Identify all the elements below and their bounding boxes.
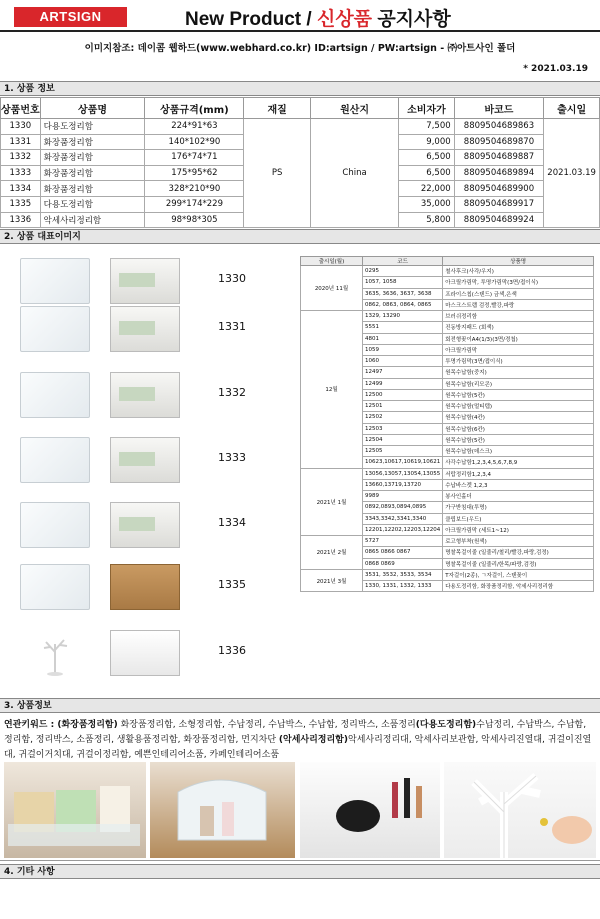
cell-barcode: 8809504689924 xyxy=(454,212,544,228)
month-cell: 12월 xyxy=(301,311,363,469)
code-cell: 3531, 3532, 3533, 3534 xyxy=(363,569,443,580)
name-cell: 수납바스켓 1,2,3 xyxy=(443,479,594,490)
product-photo-box xyxy=(110,437,180,483)
cell-barcode: 8809504689917 xyxy=(454,196,544,212)
product-photo-box xyxy=(110,306,180,352)
usage-photo-jewelry-tree xyxy=(444,762,596,858)
code-cell: 0868 0869 xyxy=(363,558,443,569)
spec-table xyxy=(0,97,600,228)
name-cell: 클립보드(우드) xyxy=(443,513,594,524)
name-cell: 가구받침대(투명) xyxy=(443,502,594,513)
usage-photo-cosmetics xyxy=(300,762,440,858)
cell-release: 2021.03.19 xyxy=(544,119,600,228)
code-cell: 12201,12202,12203,12204 xyxy=(363,524,443,535)
list-item xyxy=(301,468,594,479)
name-cell: 명찰목걸이줄 (일줄리/한목/파랑,검정) xyxy=(443,558,594,569)
code-cell: 13056,13057,13054,13055 xyxy=(363,468,443,479)
keywords-multi: 수납정리, 수납박스, 수납함, 정리함, 정리박스, 소품정리, 생활용품정리함, 화장품정리함, 먼지차단 xyxy=(4,720,587,745)
th-product-no: 상품번호 xyxy=(1,98,41,119)
product-photo-box xyxy=(110,630,180,676)
name-cell: 원목수납함(데스크) xyxy=(443,446,594,457)
th-size: 상품규격(mm) xyxy=(145,98,244,119)
cell-no: 1336 xyxy=(1,212,41,228)
code-cell: 0892,0893,0894,0895 xyxy=(363,502,443,513)
cell-name: 화장품정리함 xyxy=(40,181,145,197)
title-en: New Product / xyxy=(185,9,312,30)
month-cell: 2021년 3월 xyxy=(301,569,363,592)
release-list-table xyxy=(300,256,594,592)
usage-photo-organizer xyxy=(4,762,146,858)
section-product-details: 3. 상품정보 xyxy=(0,698,600,713)
th-price: 소비자가 xyxy=(399,98,454,119)
cell-name: 악세사리정리함 xyxy=(40,212,145,228)
keyword-group-cosmetic: (화장품정리함) xyxy=(57,720,118,730)
product-code: 1330 xyxy=(218,272,246,285)
cell-no: 1335 xyxy=(1,196,41,212)
name-cell: 서랍정리함1,2,3,4 xyxy=(443,468,594,479)
code-cell: 3343,3342,3341,3340 xyxy=(363,513,443,524)
cell-name: 화장품정리함 xyxy=(40,165,145,181)
cell-material: PS xyxy=(244,119,311,228)
cell-name: 다용도정리함 xyxy=(40,196,145,212)
product-1332 xyxy=(0,368,290,424)
cell-barcode: 8809504689887 xyxy=(454,150,544,166)
product-photo-acrylic xyxy=(20,502,90,548)
section-other-notes: 4. 기타 사항 xyxy=(0,864,600,879)
name-cell: 원목수납함(5칸) xyxy=(443,434,594,445)
code-cell: 12497 xyxy=(363,367,443,378)
cell-name: 다용도정리함 xyxy=(40,119,145,135)
code-cell: 1330, 1331, 1332, 1333 xyxy=(363,581,443,592)
cell-price: 35,000 xyxy=(399,196,454,212)
release-list-header xyxy=(301,257,594,266)
product-code: 1333 xyxy=(218,451,246,464)
keywords-cosmetic: 화장품정리함, 소형정리함, 수납정리, 수납박스, 수납함, 정리박스, 소품정리 xyxy=(117,720,416,730)
product-1333 xyxy=(0,433,290,489)
cell-barcode: 8809504689894 xyxy=(454,165,544,181)
product-photo-box xyxy=(110,502,180,548)
related-keywords xyxy=(4,718,596,763)
code-cell: 0865 0866 0867 xyxy=(363,547,443,558)
title-kr-tail: 공지사항 xyxy=(377,9,451,30)
cell-barcode: 8809504689900 xyxy=(454,181,544,197)
cell-no: 1334 xyxy=(1,181,41,197)
code-cell: 0295 xyxy=(363,266,443,277)
name-cell: 원목수납함(6칸) xyxy=(443,423,594,434)
keyword-group-accessory: (악세사리정리함) xyxy=(278,735,348,745)
th-release: 출시일 xyxy=(544,98,600,119)
name-cell: 프라이스칩(스텐드) 금색,은색 xyxy=(443,288,594,299)
name-cell: 봉사인홀더 xyxy=(443,491,594,502)
product-photo-acrylic xyxy=(20,564,90,610)
code-cell: 12499 xyxy=(363,378,443,389)
month-cell: 2021년 1월 xyxy=(301,468,363,536)
image-reference-info: 이미지참조: 데이콤 웹하드(www.webhard.co.kr) ID:artsign / PW:artsign - ㈜아트사인 폴더 xyxy=(84,43,516,54)
page-title xyxy=(185,4,451,31)
cell-price: 6,500 xyxy=(399,165,454,181)
cell-price: 22,000 xyxy=(399,181,454,197)
product-code: 1334 xyxy=(218,516,246,529)
name-cell: T자걸이(2종), ㄱ자걸이, 스텐꽂이 xyxy=(443,569,594,580)
name-cell: 마스크스트랩 검정,빨강,파랑 xyxy=(443,299,594,310)
name-cell: 로고형부착(원색) xyxy=(443,536,594,547)
cell-price: 6,500 xyxy=(399,150,454,166)
name-cell: 원목수납함(리모콘) xyxy=(443,378,594,389)
cell-price: 5,800 xyxy=(399,212,454,228)
name-cell: 철사후크(사각/우지) xyxy=(443,266,594,277)
name-cell: 원목수납함(4칸) xyxy=(443,412,594,423)
product-photo-kraft-box xyxy=(110,564,180,610)
code-cell: 5727 xyxy=(363,536,443,547)
code-cell: 1060 xyxy=(363,356,443,367)
code-cell: 12504 xyxy=(363,434,443,445)
th-barcode: 바코드 xyxy=(454,98,544,119)
cell-size: 140*102*90 xyxy=(145,134,244,150)
cell-no: 1333 xyxy=(1,165,41,181)
table-row xyxy=(1,119,600,135)
name-cell: 아크릴가림막 xyxy=(443,344,594,355)
code-cell: 1059 xyxy=(363,344,443,355)
cell-price: 7,500 xyxy=(399,119,454,135)
product-photo-acrylic xyxy=(20,437,90,483)
name-cell: 브러쉬정리함 xyxy=(443,311,594,322)
name-cell: 원목수납함(5칸) xyxy=(443,389,594,400)
cell-size: 176*74*71 xyxy=(145,150,244,166)
section-product-info: 1. 상품 정보 xyxy=(0,81,600,96)
cell-name: 화장품정리함 xyxy=(40,134,145,150)
cell-name: 화장품정리함 xyxy=(40,150,145,166)
name-cell: 원목수납함(중지) xyxy=(443,367,594,378)
cell-size: 224*91*63 xyxy=(145,119,244,135)
product-1336 xyxy=(0,626,290,682)
product-1334 xyxy=(0,498,290,554)
code-cell: 1057, 1058 xyxy=(363,277,443,288)
list-item xyxy=(301,311,594,322)
product-photo-acrylic xyxy=(20,306,90,352)
cell-size: 299*174*229 xyxy=(145,196,244,212)
th-month: 출시일(월) xyxy=(301,257,363,266)
list-item xyxy=(301,569,594,580)
product-photo-box xyxy=(110,258,180,304)
name-cell: 아크릴가림막, 투명가림막(3면/접이식) xyxy=(443,277,594,288)
keyword-group-multi: (다용도정리함) xyxy=(415,720,477,730)
code-cell: 4801 xyxy=(363,333,443,344)
list-item xyxy=(301,536,594,547)
header-divider xyxy=(0,30,600,32)
jewelry-tree-icon xyxy=(20,630,90,676)
code-cell: 12505 xyxy=(363,446,443,457)
code-cell: 3635, 3636, 3637, 3638 xyxy=(363,288,443,299)
keywords-accessory: 악세사리정리대, 악세사리보관함, 악세사리진열대, 귀걸이진열대, 귀걸이거치대, 귀걸이정리함, 예쁜인테리어소품, 카페인테리어소품 xyxy=(4,735,592,760)
cell-barcode: 8809504689870 xyxy=(454,134,544,150)
cell-no: 1332 xyxy=(1,150,41,166)
product-1331 xyxy=(0,302,290,358)
code-cell: 12501 xyxy=(363,401,443,412)
cell-origin: China xyxy=(310,119,398,228)
th-product-name: 상품명 xyxy=(40,98,145,119)
product-photo-acrylic xyxy=(20,258,90,304)
cell-barcode: 8809504689863 xyxy=(454,119,544,135)
name-cell: 원목수납함(멀티탭) xyxy=(443,401,594,412)
product-code: 1336 xyxy=(218,644,246,657)
product-code: 1332 xyxy=(218,386,246,399)
usage-photo-dust-cover xyxy=(150,762,295,858)
name-cell: 회전형꽂이A4(1/3)(3면/경첩) xyxy=(443,333,594,344)
title-kr-red: 신상품 xyxy=(316,9,373,30)
keywords-label: 연관키워드 : xyxy=(4,720,58,730)
code-cell: 12500 xyxy=(363,389,443,400)
code-cell: 5551 xyxy=(363,322,443,333)
code-cell: 1329, 13290 xyxy=(363,311,443,322)
code-cell: 12503 xyxy=(363,423,443,434)
product-1335 xyxy=(0,560,290,616)
code-cell: 12502 xyxy=(363,412,443,423)
code-cell: 9989 xyxy=(363,491,443,502)
cell-size: 98*98*305 xyxy=(145,212,244,228)
name-cell: 사각수납함1,2,3,4,5,6,7,8,9 xyxy=(443,457,594,468)
product-photo-box xyxy=(110,372,180,418)
code-cell: 13660,13719,13720 xyxy=(363,479,443,490)
code-cell: 10623,10617,10619,10621 xyxy=(363,457,443,468)
cell-size: 175*95*62 xyxy=(145,165,244,181)
list-item xyxy=(301,266,594,277)
th-item-name: 상품명 xyxy=(443,257,594,266)
cell-price: 9,000 xyxy=(399,134,454,150)
th-code: 코드 xyxy=(363,257,443,266)
code-cell: 0862, 0863, 0864, 0865 xyxy=(363,299,443,310)
section-divider xyxy=(0,860,600,861)
name-cell: 진동방지패드 (회색) xyxy=(443,322,594,333)
cell-size: 328*210*90 xyxy=(145,181,244,197)
name-cell: 투명가림막(3면/접이식) xyxy=(443,356,594,367)
name-cell: 다용도정리함, 화장품정리함, 악세사리정리함 xyxy=(443,581,594,592)
artsign-logo: ARTSIGN xyxy=(14,7,127,27)
month-cell: 2020년 11월 xyxy=(301,266,363,311)
product-photo-acrylic xyxy=(20,372,90,418)
notice-date: * 2021.03.19 xyxy=(523,64,588,74)
name-cell: 아크릴가림막 (세트1~12) xyxy=(443,524,594,535)
product-code: 1335 xyxy=(218,578,246,591)
month-cell: 2021년 2월 xyxy=(301,536,363,570)
cell-no: 1330 xyxy=(1,119,41,135)
th-origin: 원산지 xyxy=(310,98,398,119)
cell-no: 1331 xyxy=(1,134,41,150)
name-cell: 명찰목걸이줄 (일줄리/철리/빨강,파랑,검정) xyxy=(443,547,594,558)
section-representative-images: 2. 상품 대표이미지 xyxy=(0,229,600,244)
product-code: 1331 xyxy=(218,320,246,333)
spec-table-header xyxy=(1,98,600,119)
th-material: 재질 xyxy=(244,98,311,119)
